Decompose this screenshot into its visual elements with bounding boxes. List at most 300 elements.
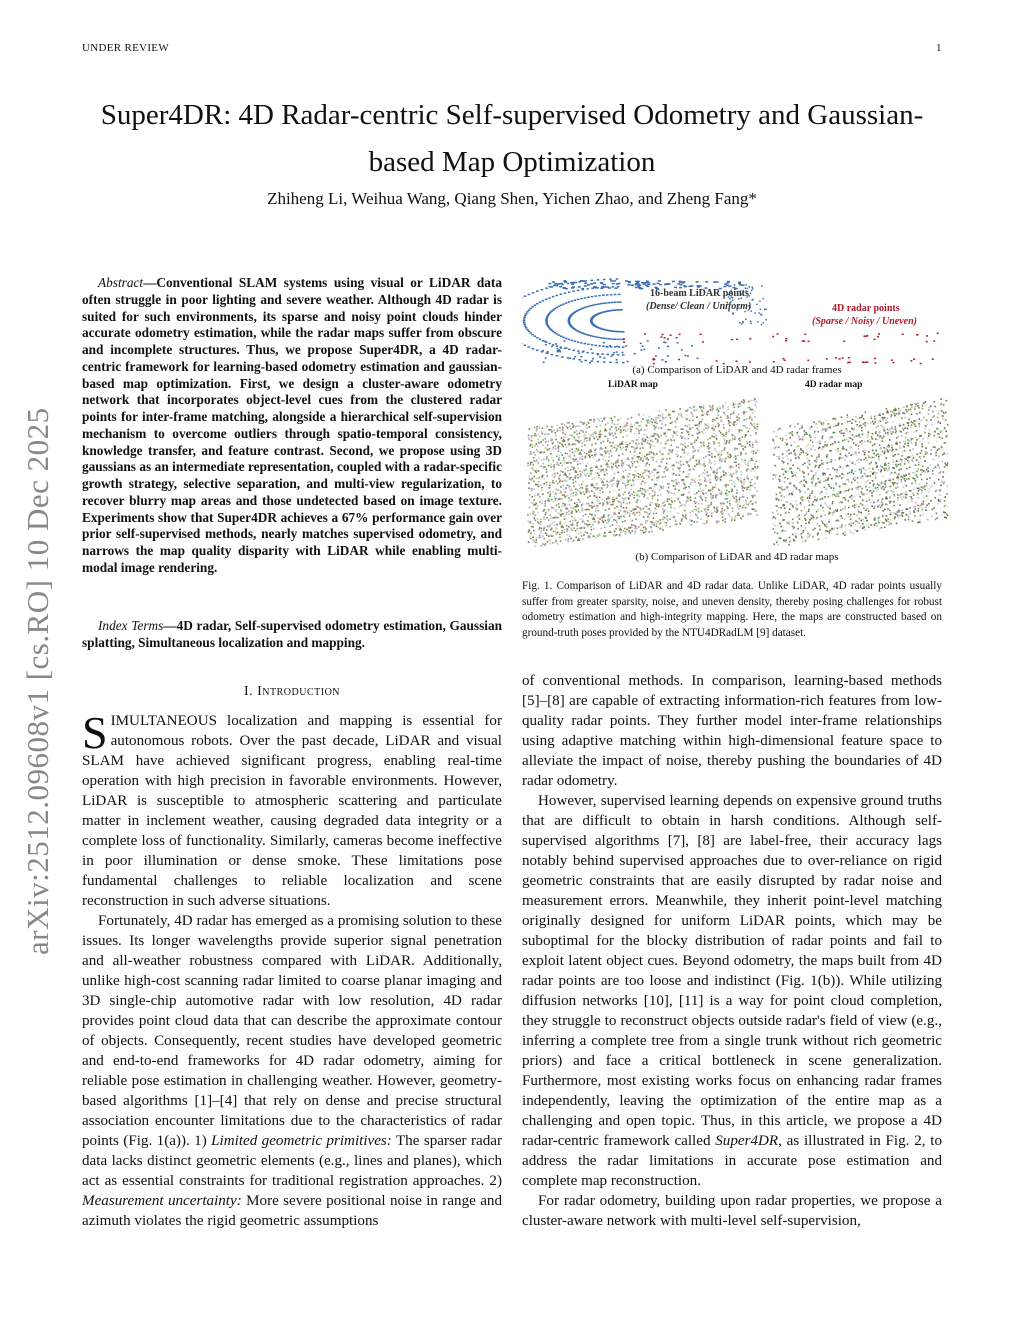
lidar-map-point — [672, 449, 674, 451]
lidar-point — [603, 342, 605, 344]
lidar-map-point — [538, 477, 540, 479]
radar-map-point — [812, 536, 814, 538]
lidar-map-point — [548, 509, 550, 511]
lidar-map-point — [535, 504, 537, 506]
lidar-map-point — [706, 414, 708, 416]
lidar-map-point — [541, 487, 543, 489]
radar-map-point — [806, 511, 808, 513]
lidar-map-point — [618, 480, 620, 482]
lidar-point — [643, 283, 646, 285]
radar-map-point — [861, 417, 863, 419]
lidar-map-point — [752, 503, 754, 505]
radar-map-point — [834, 441, 836, 443]
lidar-map-point — [685, 476, 687, 478]
lidar-map-point — [589, 439, 591, 441]
lidar-map-point — [734, 421, 736, 423]
radar-map-point — [821, 520, 823, 522]
radar-map-point — [884, 509, 886, 511]
radar-map-point — [885, 422, 887, 424]
radar-point — [664, 337, 666, 339]
lidar-map-point — [711, 456, 713, 458]
lidar-map-point — [540, 523, 542, 525]
lidar-map-point — [558, 464, 560, 466]
radar-map-point — [947, 515, 949, 517]
lidar-map-point — [626, 447, 628, 449]
lidar-map-point — [616, 448, 618, 450]
radar-map-point — [870, 417, 872, 419]
radar-map-point — [855, 451, 857, 453]
lidar-map-point — [739, 499, 741, 501]
lidar-map-point — [634, 424, 636, 426]
lidar-map-point — [616, 467, 618, 469]
radar-map-point — [826, 462, 828, 464]
radar-map-point — [860, 503, 862, 505]
lidar-map-point — [731, 480, 733, 482]
radar-map-point — [832, 468, 834, 470]
lidar-map-point — [746, 478, 748, 480]
radar-map-point — [946, 485, 948, 487]
radar-map-point — [804, 529, 806, 531]
lidar-map-point — [728, 514, 730, 516]
radar-map-point — [894, 512, 896, 514]
lidar-map-point — [728, 429, 730, 431]
lidar-map-point — [549, 543, 551, 545]
radar-map-point — [864, 422, 866, 424]
lidar-map-point — [750, 482, 752, 484]
lidar-map-point — [712, 424, 714, 426]
lidar-map-point — [541, 528, 543, 530]
lidar-point — [612, 283, 615, 285]
radar-map-point — [870, 441, 872, 443]
lidar-map-point — [669, 449, 671, 451]
radar-map-point — [942, 415, 944, 417]
lidar-map-point — [710, 493, 712, 495]
lidar-map-point — [705, 427, 707, 429]
lidar-map-point — [544, 518, 546, 520]
lidar-map-point — [548, 498, 550, 500]
lidar-map-point — [694, 465, 696, 467]
lidar-map-point — [583, 521, 585, 523]
radar-map-point — [792, 490, 794, 492]
radar-map-point — [850, 461, 852, 463]
radar-map-point — [929, 464, 931, 466]
lidar-point — [644, 282, 647, 284]
lidar-map-point — [579, 453, 581, 455]
radar-map-point — [858, 522, 860, 524]
lidar-map-point — [631, 524, 633, 526]
lidar-map-point — [583, 534, 585, 536]
lidar-map-point — [594, 477, 596, 479]
radar-map-point — [898, 410, 900, 412]
radar-map-point — [812, 504, 814, 506]
lidar-point — [605, 302, 608, 304]
lidar-point — [760, 309, 762, 311]
lidar-map-point — [658, 427, 660, 429]
lidar-map-point — [585, 469, 587, 471]
radar-map-point — [811, 470, 813, 472]
lidar-point — [536, 303, 539, 305]
radar-map-point — [865, 486, 867, 488]
radar-map-point — [901, 512, 903, 514]
radar-map-point — [917, 493, 919, 495]
lidar-map-point — [549, 482, 551, 484]
radar-map-point — [877, 501, 879, 503]
lidar-map-point — [650, 510, 652, 512]
radar-map-point — [786, 455, 788, 457]
lidar-map-point — [685, 447, 687, 449]
lidar-map-point — [529, 453, 531, 455]
lidar-map-point — [734, 519, 736, 521]
lidar-point — [603, 337, 606, 339]
lidar-map-point — [722, 512, 724, 514]
lidar-map-point — [756, 467, 758, 469]
lidar-map-point — [631, 494, 633, 496]
radar-map-point — [872, 468, 874, 470]
lidar-map-point — [742, 508, 744, 510]
lidar-point — [751, 290, 753, 292]
lidar-map-point — [578, 533, 580, 535]
lidar-map-point — [591, 467, 593, 469]
lidar-point — [612, 286, 615, 288]
lidar-map-point — [640, 488, 642, 490]
lidar-map-point — [618, 513, 620, 515]
lidar-map-point — [747, 407, 749, 409]
radar-map-point — [941, 437, 943, 439]
radar-map-point — [874, 418, 876, 420]
radar-map-point — [851, 498, 853, 500]
lidar-map-point — [580, 476, 582, 478]
lidar-map-point — [609, 514, 611, 516]
radar-map-point — [941, 481, 943, 483]
radar-map-point — [922, 405, 924, 407]
lidar-map-point — [736, 448, 738, 450]
lidar-map-point — [628, 492, 630, 494]
lidar-map-point — [718, 492, 720, 494]
lidar-map-point — [565, 514, 567, 516]
radar-map-point — [854, 479, 856, 481]
radar-map-point — [917, 504, 919, 506]
radar-map-point — [899, 423, 901, 425]
lidar-point — [562, 287, 565, 289]
radar-map-point — [914, 515, 916, 517]
lidar-map-point — [712, 497, 714, 499]
lidar-map-point — [723, 412, 725, 414]
lidar-map-point — [572, 508, 574, 510]
lidar-map-point — [736, 465, 738, 467]
lidar-map-point — [622, 530, 624, 532]
radar-map-point — [824, 524, 826, 526]
radar-map-point — [891, 433, 893, 435]
lidar-map-point — [535, 542, 537, 544]
radar-map-point — [898, 510, 900, 512]
lidar-map-point — [611, 516, 613, 518]
radar-map-point — [839, 464, 841, 466]
lidar-map-point — [646, 457, 648, 459]
radar-map-point — [783, 461, 785, 463]
radar-map-point — [878, 469, 880, 471]
lidar-map-point — [706, 513, 708, 515]
lidar-map-point — [552, 491, 554, 493]
lidar-point — [586, 306, 589, 308]
radar-map-point — [816, 461, 818, 463]
radar-map-point — [939, 490, 941, 492]
radar-map-point — [841, 430, 843, 432]
lidar-map-point — [651, 444, 653, 446]
lidar-map-point — [714, 486, 716, 488]
lidar-map-point — [638, 430, 640, 432]
radar-map-point — [825, 419, 827, 421]
lidar-map-point — [742, 445, 744, 447]
radar-map-point — [801, 510, 803, 512]
radar-map-point — [873, 502, 875, 504]
lidar-map-point — [569, 473, 571, 475]
lidar-map-point — [570, 507, 572, 509]
lidar-map-point — [628, 530, 630, 532]
lidar-map-point — [660, 487, 662, 489]
lidar-map-point — [711, 494, 713, 496]
lidar-point — [541, 289, 544, 291]
radar-map-point — [874, 517, 876, 519]
radar-map-point — [942, 430, 944, 432]
lidar-map-point — [574, 431, 576, 433]
radar-map-point — [899, 446, 901, 448]
lidar-map-point — [534, 495, 536, 497]
lidar-map-point — [717, 415, 719, 417]
radar-map-point — [802, 499, 804, 501]
radar-map-point — [887, 449, 889, 451]
lidar-point — [555, 343, 557, 345]
lidar-map-point — [629, 443, 631, 445]
lidar-map-point — [539, 466, 541, 468]
lidar-map-point — [589, 438, 591, 440]
lidar-map-point — [599, 469, 601, 471]
radar-point — [623, 338, 625, 340]
lidar-map-point — [552, 443, 554, 445]
lidar-map-point — [634, 433, 636, 435]
radar-map-point — [921, 450, 923, 452]
lidar-point — [765, 319, 767, 321]
lidar-map-point — [721, 460, 723, 462]
radar-map-point — [785, 530, 787, 532]
lidar-point — [574, 282, 577, 284]
lidar-map-point — [570, 494, 572, 496]
lidar-map-point — [624, 491, 626, 493]
lidar-map-point — [649, 493, 651, 495]
radar-map-point — [892, 411, 894, 413]
lidar-map-point — [726, 442, 728, 444]
lidar-point — [622, 354, 625, 356]
lidar-map-point — [653, 458, 655, 460]
radar-map-point — [935, 452, 937, 454]
radar-map-point — [881, 501, 883, 503]
lidar-map-point — [597, 466, 599, 468]
lidar-map-point — [659, 465, 661, 467]
lidar-map-point — [732, 495, 734, 497]
lidar-map-point — [545, 527, 547, 529]
radar-map-point — [861, 468, 863, 470]
lidar-point — [545, 320, 548, 322]
lidar-map-point — [614, 483, 616, 485]
lidar-map-point — [599, 437, 601, 439]
lidar-point — [546, 317, 549, 319]
lidar-map-point — [535, 520, 537, 522]
lidar-map-point — [669, 451, 671, 453]
lidar-map-point — [552, 447, 554, 449]
lidar-map-point — [538, 481, 540, 483]
lidar-map-point — [698, 490, 700, 492]
lidar-map-point — [712, 491, 714, 493]
radar-map-point — [870, 422, 872, 424]
lidar-map-point — [621, 442, 623, 444]
lidar-map-point — [641, 524, 643, 526]
radar-map-point — [806, 537, 808, 539]
lidar-map-point — [732, 466, 734, 468]
lidar-map-point — [549, 540, 551, 542]
lidar-map-point — [726, 418, 728, 420]
radar-map-point — [781, 428, 783, 430]
lidar-map-point — [646, 512, 648, 514]
radar-map-point — [803, 452, 805, 454]
lidar-map-point — [569, 434, 571, 436]
lidar-map-point — [702, 492, 704, 494]
lidar-map-point — [732, 510, 734, 512]
radar-point — [843, 341, 845, 343]
radar-map-point — [790, 503, 792, 505]
lidar-map-point — [655, 469, 657, 471]
lidar-map-point — [732, 437, 734, 439]
lidar-map-point — [646, 419, 648, 421]
lidar-map-point — [628, 480, 630, 482]
radar-map-point — [807, 444, 809, 446]
radar-map-point — [846, 515, 848, 517]
lidar-map-point — [585, 514, 587, 516]
radar-map-point — [933, 507, 935, 509]
lidar-point — [551, 346, 553, 348]
lidar-map-point — [606, 473, 608, 475]
lidar-map-point — [580, 518, 582, 520]
lidar-map-point — [712, 408, 714, 410]
lidar-map-point — [577, 539, 579, 541]
lidar-map-point — [725, 493, 727, 495]
lidar-map-point — [627, 446, 629, 448]
radar-map-point — [828, 423, 830, 425]
lidar-map-point — [721, 476, 723, 478]
lidar-point — [532, 292, 535, 294]
radar-map-point — [894, 454, 896, 456]
lidar-map-point — [750, 445, 752, 447]
lidar-map-point — [627, 444, 629, 446]
radar-map-point — [848, 481, 850, 483]
lidar-map-point — [561, 506, 563, 508]
radar-map-point — [893, 495, 895, 497]
radar-map-point — [782, 530, 784, 532]
radar-map-point — [812, 490, 814, 492]
lidar-point — [759, 312, 761, 314]
lidar-map-point — [617, 478, 619, 480]
lidar-point — [600, 303, 603, 305]
lidar-map-point — [656, 477, 658, 479]
radar-map-point — [787, 470, 789, 472]
lidar-map-point — [614, 513, 616, 515]
lidar-map-point — [747, 504, 749, 506]
lidar-map-point — [713, 444, 715, 446]
lidar-point — [547, 352, 549, 354]
lidar-point — [642, 345, 644, 347]
lidar-map-point — [550, 529, 552, 531]
arxiv-identifier[interactable]: arXiv:2512.09608v1 [cs.RO] 10 Dec 2025 — [20, 407, 55, 955]
radar-map-point — [914, 478, 916, 480]
lidar-map-point — [682, 428, 684, 430]
radar-map-point — [799, 428, 801, 430]
lidar-map-point — [635, 443, 637, 445]
lidar-map-point — [604, 417, 606, 419]
lidar-map-point — [546, 475, 548, 477]
radar-map-point — [861, 470, 863, 472]
radar-map-point — [921, 446, 923, 448]
lidar-map-point — [660, 494, 662, 496]
lidar-map-point — [561, 454, 563, 456]
radar-map-point — [858, 458, 860, 460]
radar-map-point — [871, 416, 873, 418]
radar-map-point — [828, 478, 830, 480]
lidar-map-point — [555, 511, 557, 513]
lidar-map-point — [642, 530, 644, 532]
lidar-map-point — [645, 465, 647, 467]
section-heading — [82, 684, 502, 700]
lidar-map-point — [681, 465, 683, 467]
lidar-map-point — [639, 452, 641, 454]
radar-map-point — [876, 472, 878, 474]
lidar-map-point — [532, 496, 534, 498]
lidar-point — [614, 346, 617, 348]
lidar-map-point — [653, 435, 655, 437]
lidar-map-point — [579, 491, 581, 493]
radar-map-point — [855, 487, 857, 489]
radar-map-point — [849, 431, 851, 433]
lidar-map-point — [568, 513, 570, 515]
lidar-map-point — [678, 474, 680, 476]
radar-map-point — [832, 443, 834, 445]
radar-map-point — [900, 464, 902, 466]
radar-map-point — [836, 493, 838, 495]
radar-map-point — [833, 487, 835, 489]
radar-map-point — [924, 417, 926, 419]
lidar-map-point — [584, 434, 586, 436]
lidar-map-point — [714, 463, 716, 465]
radar-map-point — [816, 459, 818, 461]
radar-map-point — [879, 494, 881, 496]
lidar-map-point — [699, 432, 701, 434]
lidar-map-point — [618, 455, 620, 457]
lidar-point — [594, 295, 597, 297]
lidar-map-point — [716, 507, 718, 509]
lidar-map-point — [605, 535, 607, 537]
radar-map-point — [891, 428, 893, 430]
radar-map-point — [812, 515, 814, 517]
lidar-map-point — [549, 500, 551, 502]
lidar-map-point — [634, 451, 636, 453]
radar-point — [736, 339, 738, 341]
lidar-map-point — [569, 454, 571, 456]
lidar-map-point — [746, 476, 748, 478]
lidar-map-point — [575, 470, 577, 472]
lidar-map-point — [617, 495, 619, 497]
lidar-map-point — [562, 485, 564, 487]
lidar-map-point — [731, 517, 733, 519]
lidar-map-point — [718, 418, 720, 420]
lidar-map-point — [663, 418, 665, 420]
lidar-map-point — [663, 512, 665, 514]
